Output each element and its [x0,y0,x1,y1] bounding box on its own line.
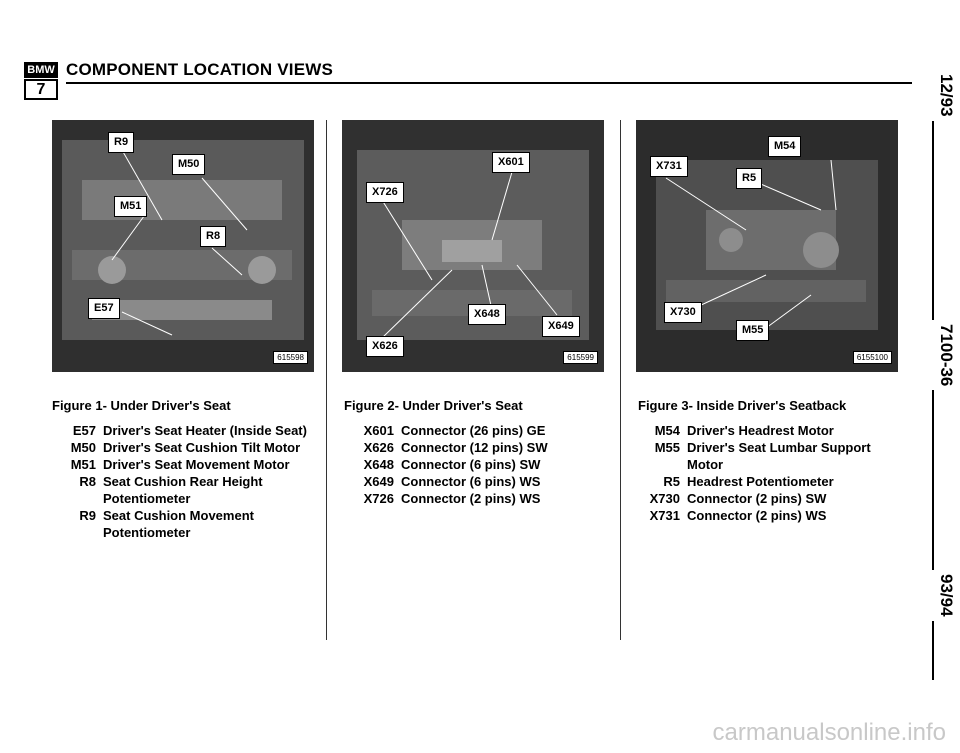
callout-label: M54 [768,136,801,157]
legend-item [56,507,316,541]
legend-item [56,422,316,439]
logo-series: 7 [24,79,58,100]
legend-code: M51 [70,457,96,472]
legend-description: Connector (6 pins) SW [401,457,541,472]
legend-description: Driver's Seat Movement Motor [103,457,290,472]
legend-code: M54 [654,423,680,438]
legend-item [640,473,900,490]
legend-code: R9 [79,508,96,523]
callout-label: R5 [736,168,762,189]
legend-item [354,439,614,456]
callout-label: X731 [650,156,688,177]
legend-item [56,439,316,456]
callout-label: X649 [542,316,580,337]
legend-code: X731 [649,508,680,523]
callout-label: M51 [114,196,147,217]
figure-1-title: Figure 1- Under Driver's Seat [52,398,231,413]
callout-label: E57 [88,298,120,319]
legend-description: Connector (2 pins) WS [687,508,827,523]
photo-number: 615599 [563,351,598,364]
callout-label: M50 [172,154,205,175]
callout-label: R8 [200,226,226,247]
page-title: COMPONENT LOCATION VIEWS [66,60,334,79]
callout-label: X730 [664,302,702,323]
legend-description: Driver's Seat Heater (Inside Seat) [103,423,307,438]
photo-number: 615598 [273,351,308,364]
figure-2-title: Figure 2- Under Driver's Seat [344,398,523,413]
figure-3-legend [640,422,900,524]
column-divider [620,120,621,640]
figure-3-title: Figure 3- Inside Driver's Seatback [638,398,847,413]
legend-code: X730 [649,491,680,506]
legend-code: X648 [363,457,394,472]
legend-description: Driver's Headrest Motor [687,423,834,438]
callout-label: X648 [468,304,506,325]
legend-code: M50 [70,440,96,455]
column-divider [326,120,327,640]
side-page-number: 7100-36 [912,320,956,390]
legend-item [640,439,900,473]
side-model-years: 93/94 [912,570,956,621]
figure-1-legend [56,422,316,541]
legend-item [640,490,900,507]
figure-2-legend [354,422,614,507]
legend-description: Seat Cushion Rear Height Potentiometer [103,474,263,506]
legend-item [56,456,316,473]
legend-item [56,473,316,507]
callout-label: R9 [108,132,134,153]
figure-1-photo [52,120,314,372]
legend-description: Driver's Seat Lumbar Support Motor [687,440,871,472]
legend-code: X649 [363,474,394,489]
header-rule [66,82,912,84]
callout-label: M55 [736,320,769,341]
figure-2-photo [342,120,604,372]
legend-description: Driver's Seat Cushion Tilt Motor [103,440,301,455]
legend-description: Seat Cushion Movement Potentiometer [103,508,254,540]
legend-item [354,473,614,490]
watermark-url: carmanualsonline.info [712,719,946,746]
legend-code: E57 [72,423,96,438]
photo-number: 6155100 [853,351,892,364]
legend-description: Connector (12 pins) SW [401,440,548,455]
legend-description: Connector (2 pins) SW [687,491,827,506]
bmw-7-logo [24,62,58,98]
legend-code: M55 [654,440,680,455]
side-date: 12/93 [912,70,956,121]
legend-item [354,422,614,439]
legend-code: R8 [79,474,96,489]
legend-code: R5 [663,474,680,489]
side-margin [912,70,956,680]
figure-3-photo [636,120,898,372]
legend-code: X626 [363,440,394,455]
callout-label: X626 [366,336,404,357]
callout-label: X726 [366,182,404,203]
legend-code: X726 [363,491,394,506]
legend-description: Connector (2 pins) WS [401,491,541,506]
legend-item [354,490,614,507]
legend-description: Headrest Potentiometer [687,474,834,489]
legend-description: Connector (6 pins) WS [401,474,541,489]
legend-item [640,422,900,439]
legend-description: Connector (26 pins) GE [401,423,546,438]
callout-label: X601 [492,152,530,173]
legend-item [354,456,614,473]
legend-code: X601 [363,423,394,438]
legend-item [640,507,900,524]
logo-brand: BMW [24,62,58,78]
